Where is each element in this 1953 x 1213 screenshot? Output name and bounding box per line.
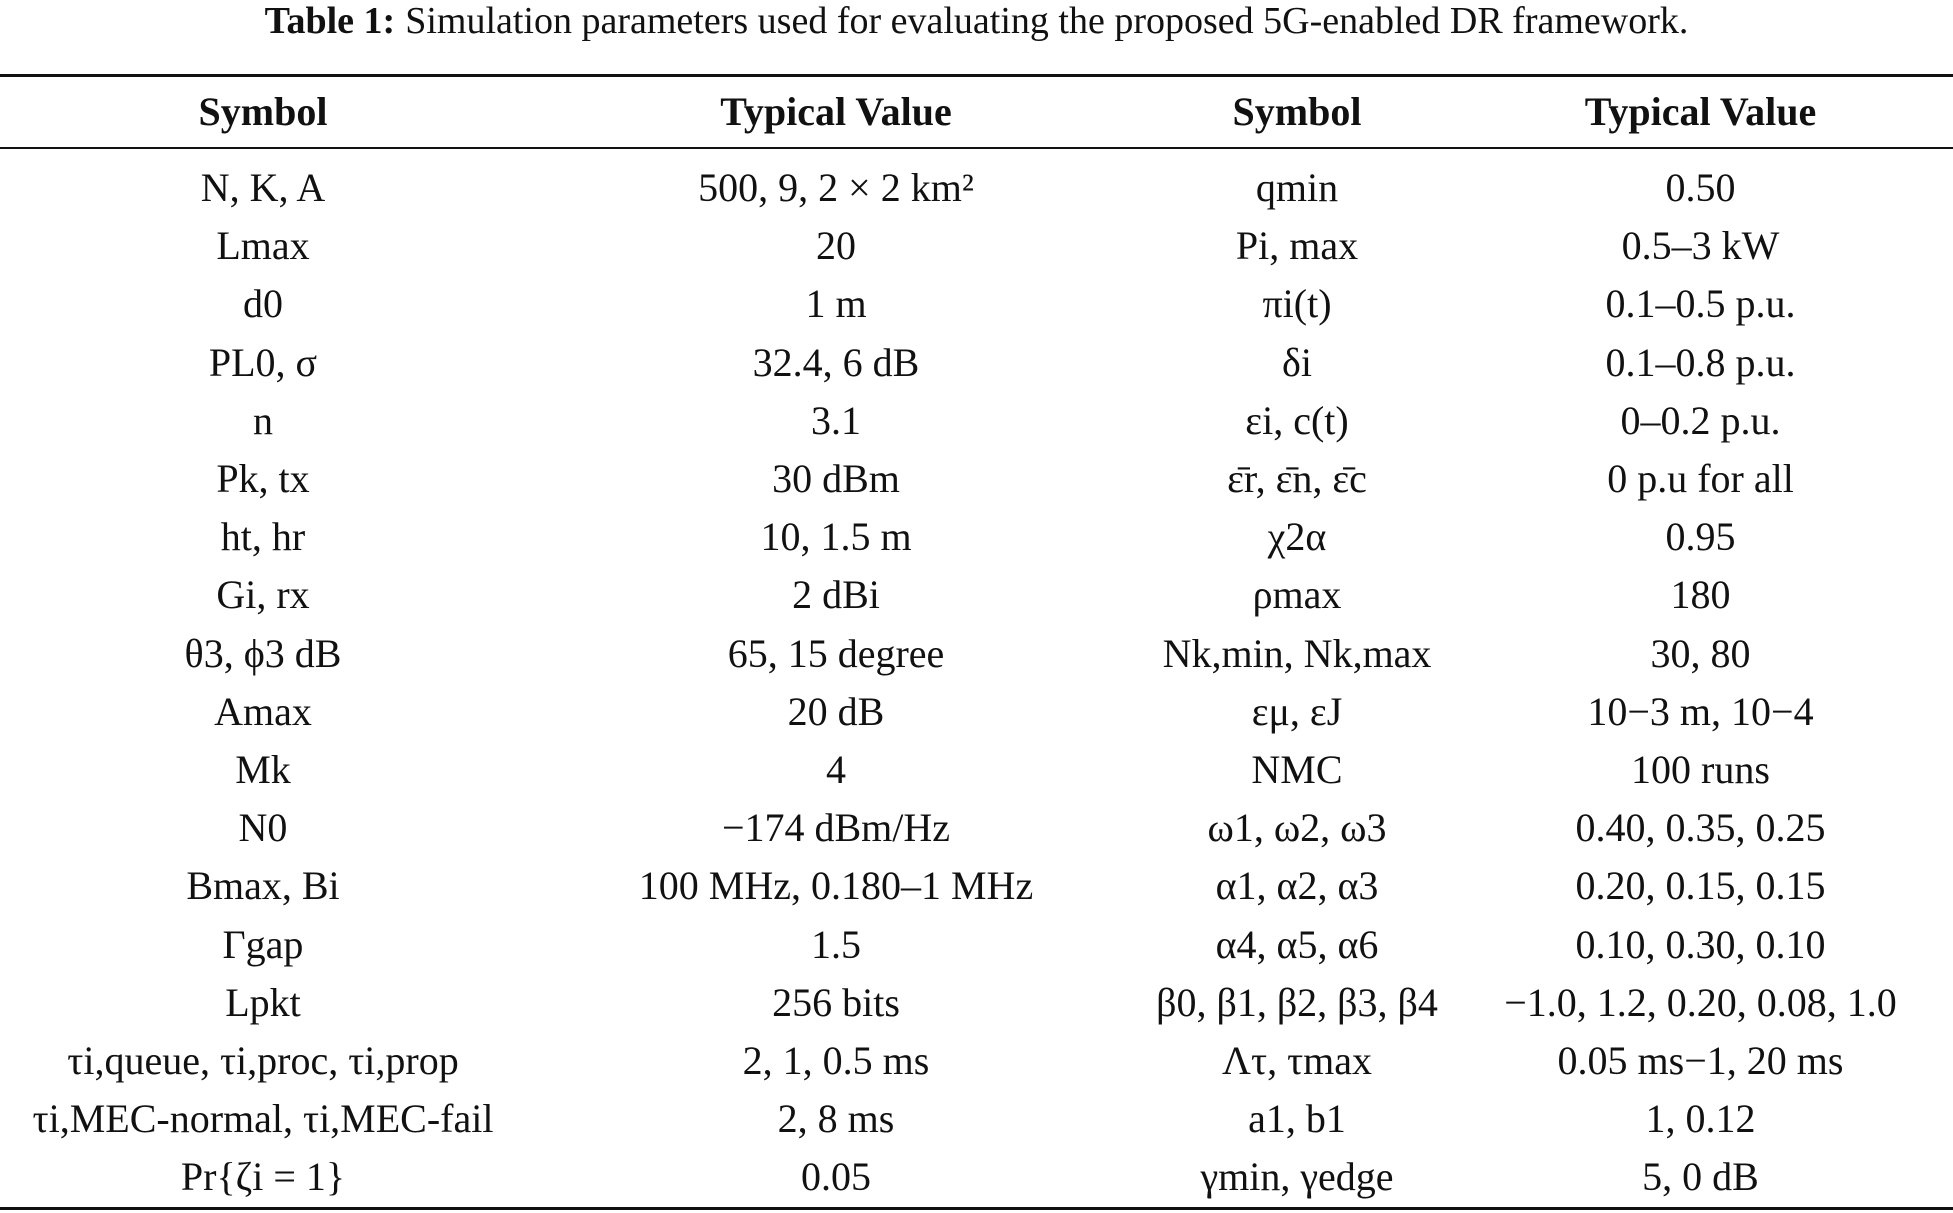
cell-symbol-2: ω1, ω2, ω3: [1207, 805, 1387, 850]
cell-symbol-2: εμ, εJ: [1251, 689, 1343, 734]
cell-symbol-2: ρmax: [1252, 572, 1342, 617]
cell-value-2: 0.40, 0.35, 0.25: [1575, 805, 1826, 850]
cell-value-1: 500, 9, 2 × 2 km²: [698, 165, 974, 210]
caption-label: Table 1:: [264, 0, 396, 42]
header-rule: [0, 147, 1953, 149]
cell-value-1: 4: [826, 747, 846, 792]
cell-value-2: 0–0.2 p.u.: [1620, 398, 1781, 443]
cell-symbol-1: Mk: [235, 747, 291, 792]
cell-value-1: 32.4, 6 dB: [752, 340, 920, 385]
cell-symbol-2: γmin, γedge: [1200, 1154, 1394, 1199]
cell-symbol-1: d0: [243, 281, 283, 326]
table-row: [0, 572, 1953, 617]
cell-value-2: 100 runs: [1631, 747, 1770, 792]
table-row: [0, 398, 1953, 443]
cell-symbol-2: α1, α2, α3: [1215, 863, 1379, 908]
cell-value-1: 20 dB: [787, 689, 885, 734]
cell-value-2: 0.1–0.8 p.u.: [1605, 340, 1796, 385]
bottom-rule: [0, 1207, 1953, 1210]
table-row: [0, 863, 1953, 908]
table-row: [0, 165, 1953, 210]
caption-text: Simulation parameters used for evaluating the proposed 5G-enabled DR framework.: [405, 0, 1689, 42]
cell-symbol-2: χ2α: [1267, 514, 1327, 559]
cell-symbol-2: α4, α5, α6: [1215, 922, 1379, 967]
cell-symbol-2: NMC: [1251, 747, 1343, 792]
cell-value-1: 256 bits: [772, 980, 900, 1025]
cell-value-2: 0.05 ms−1, 20 ms: [1557, 1038, 1844, 1083]
top-rule: [0, 74, 1953, 77]
table-row: [0, 1096, 1953, 1141]
cell-value-2: 0.1–0.5 p.u.: [1605, 281, 1796, 326]
cell-symbol-2: εi, c(t): [1245, 398, 1349, 443]
cell-value-2: 5, 0 dB: [1642, 1154, 1759, 1199]
cell-value-1: 10, 1.5 m: [760, 514, 912, 559]
cell-symbol-1: Pk, tx: [216, 456, 310, 501]
table-header-row: [0, 89, 1953, 134]
column-header-value-2: Typical Value: [1584, 89, 1817, 134]
table-row: [0, 281, 1953, 326]
cell-symbol-1: Amax: [214, 689, 312, 734]
cell-symbol-1: Γgap: [222, 922, 304, 967]
table-row: [0, 631, 1953, 676]
table-caption: [0, 0, 1953, 40]
cell-value-2: 30, 80: [1650, 631, 1751, 676]
cell-value-2: 1, 0.12: [1645, 1096, 1756, 1141]
cell-symbol-2: δi: [1282, 340, 1312, 385]
cell-value-1: 30 dBm: [772, 456, 900, 501]
table-row: [0, 980, 1953, 1025]
cell-value-1: 3.1: [811, 398, 861, 443]
table-row: [0, 1154, 1953, 1199]
table-row: [0, 922, 1953, 967]
cell-value-2: 10−3 m, 10−4: [1587, 689, 1814, 734]
cell-symbol-1: ht, hr: [220, 514, 306, 559]
table-row: [0, 689, 1953, 734]
column-header-symbol-1: Symbol: [198, 89, 328, 134]
cell-symbol-1: Lmax: [216, 223, 310, 268]
cell-value-1: 100 MHz, 0.180–1 MHz: [638, 863, 1034, 908]
cell-symbol-2: Λτ, τmax: [1221, 1038, 1373, 1083]
cell-value-2: 0.95: [1665, 514, 1736, 559]
cell-value-1: 1.5: [811, 922, 861, 967]
table-row: [0, 223, 1953, 268]
cell-value-1: 65, 15 degree: [727, 631, 945, 676]
cell-symbol-2: Pi, max: [1235, 223, 1359, 268]
column-header-value-1: Typical Value: [720, 89, 952, 134]
table-row: [0, 747, 1953, 792]
cell-value-2: 0.5–3 kW: [1621, 223, 1780, 268]
cell-symbol-1: τi,queue, τi,proc, τi,prop: [67, 1038, 459, 1083]
cell-symbol-2: Nk,min, Nk,max: [1162, 631, 1432, 676]
column-header-symbol-2: Symbol: [1232, 89, 1362, 134]
table-row: [0, 514, 1953, 559]
table-row: [0, 1038, 1953, 1083]
cell-value-1: 1 m: [805, 281, 867, 326]
cell-value-1: 2, 1, 0.5 ms: [742, 1038, 930, 1083]
cell-symbol-1: θ3, ϕ3 dB: [184, 631, 342, 676]
cell-symbol-2: ε̄r, ε̄n, ε̄c: [1227, 456, 1367, 501]
cell-symbol-1: Pr{ζi = 1}: [180, 1154, 346, 1199]
cell-symbol-1: N0: [238, 805, 288, 850]
cell-value-2: 0.10, 0.30, 0.10: [1575, 922, 1826, 967]
cell-value-2: 180: [1670, 572, 1731, 617]
table-row: [0, 340, 1953, 385]
cell-value-1: 20: [816, 223, 856, 268]
cell-value-1: 0.05: [801, 1154, 871, 1199]
cell-value-2: 0.20, 0.15, 0.15: [1575, 863, 1826, 908]
cell-value-1: −174 dBm/Hz: [721, 805, 951, 850]
cell-symbol-1: τi,MEC-normal, τi,MEC-fail: [32, 1096, 494, 1141]
table-row: [0, 456, 1953, 501]
cell-value-1: 2, 8 ms: [777, 1096, 895, 1141]
cell-symbol-2: πi(t): [1262, 281, 1332, 326]
cell-symbol-1: N, K, A: [200, 165, 326, 210]
cell-symbol-2: a1, b1: [1248, 1096, 1346, 1141]
cell-symbol-1: Lpkt: [225, 980, 301, 1025]
table-row: [0, 805, 1953, 850]
cell-symbol-1: Gi, rx: [216, 572, 310, 617]
cell-value-1: 2 dBi: [792, 572, 880, 617]
cell-symbol-1: Bmax, Bi: [186, 863, 340, 908]
cell-value-2: 0 p.u for all: [1607, 456, 1794, 501]
cell-value-2: −1.0, 1.2, 0.20, 0.08, 1.0: [1504, 980, 1897, 1025]
cell-symbol-2: qmin: [1255, 165, 1339, 210]
cell-value-2: 0.50: [1665, 165, 1736, 210]
cell-symbol-2: β0, β1, β2, β3, β4: [1156, 980, 1438, 1025]
cell-symbol-1: PL0, σ: [208, 340, 318, 385]
cell-symbol-1: n: [253, 398, 273, 443]
